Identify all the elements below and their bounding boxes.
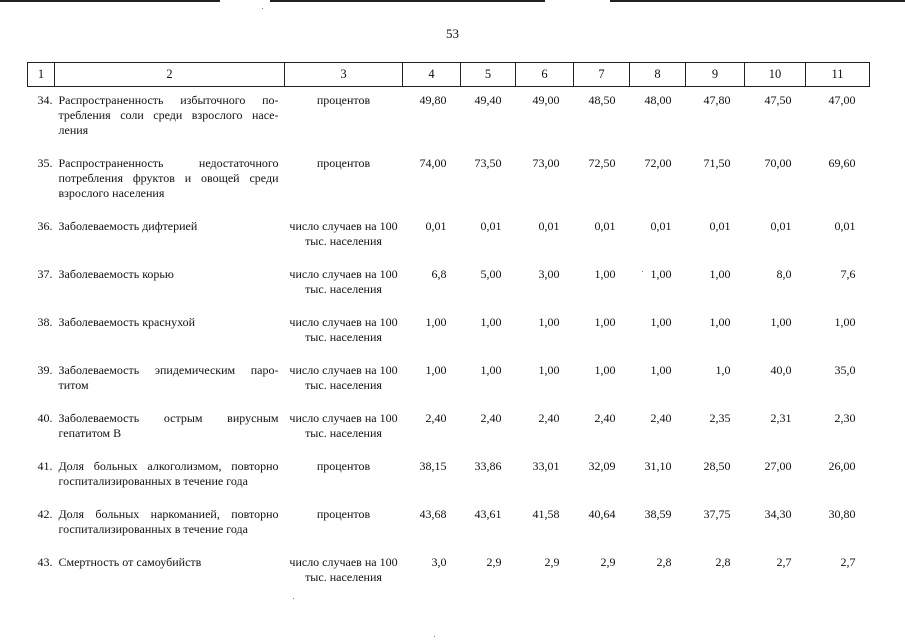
column-header: 8	[630, 63, 686, 87]
value-cell: 34,30	[764, 507, 792, 521]
value-cell: 2,40	[650, 411, 672, 425]
value-cell: 2,31	[770, 411, 792, 425]
value-cell: 47,00	[828, 93, 856, 107]
value-cell: 1,00	[709, 315, 731, 329]
value-cell: 48,50	[588, 93, 616, 107]
value-cell: 2,7	[840, 555, 856, 569]
value-cell: 1,00	[650, 315, 672, 329]
value-cell: 43,61	[474, 507, 502, 521]
value-cell: 2,40	[538, 411, 560, 425]
table-header-row	[28, 63, 870, 87]
column-header: 9	[686, 63, 745, 87]
table-row	[28, 307, 870, 355]
row-number: 38.	[37, 315, 53, 329]
value-cell: 38,59	[644, 507, 672, 521]
column-header: 6	[516, 63, 574, 87]
value-cell: 26,00	[828, 459, 856, 473]
scan-speck	[642, 271, 643, 272]
table-row	[28, 148, 870, 211]
value-cell: 2,40	[594, 411, 616, 425]
value-cell: 35,0	[834, 363, 856, 377]
unit-cell: число случаев на 100 тыс. населения	[289, 315, 398, 344]
indicator-name: Распространенность избыточного по-требления соли среди взрослого насе-ления	[58, 93, 279, 137]
value-cell: 69,60	[828, 156, 856, 170]
value-cell: 2,9	[544, 555, 560, 569]
value-cell: 2,40	[480, 411, 502, 425]
value-cell: 1,00	[425, 363, 447, 377]
value-cell: 8,0	[776, 267, 792, 281]
value-cell: 0,01	[709, 219, 731, 233]
row-number: 40.	[37, 411, 53, 425]
column-header: 7	[574, 63, 630, 87]
unit-cell: число случаев на 100 тыс. населения	[289, 363, 398, 392]
value-cell: 1,00	[650, 267, 672, 281]
value-cell: 1,00	[650, 363, 672, 377]
scan-speck	[434, 636, 435, 637]
unit-cell: число случаев на 100 тыс. населения	[289, 411, 398, 440]
value-cell: 47,50	[764, 93, 792, 107]
value-cell: 33,86	[474, 459, 502, 473]
value-cell: 27,00	[764, 459, 792, 473]
top-border-right	[610, 0, 905, 2]
value-cell: 72,50	[588, 156, 616, 170]
value-cell: 1,00	[594, 315, 616, 329]
value-cell: 2,8	[715, 555, 731, 569]
value-cell: 41,58	[532, 507, 560, 521]
column-header: 10	[745, 63, 806, 87]
value-cell: 1,00	[480, 315, 502, 329]
value-cell: 1,00	[834, 315, 856, 329]
value-cell: 40,64	[588, 507, 616, 521]
table-row	[28, 87, 870, 149]
value-cell: 2,8	[656, 555, 672, 569]
page-number: 53	[446, 26, 459, 41]
value-cell: 2,9	[600, 555, 616, 569]
value-cell: 1,00	[770, 315, 792, 329]
row-number: 36.	[37, 219, 53, 233]
table-row	[28, 211, 870, 259]
value-cell: 2,30	[834, 411, 856, 425]
indicator-name: Распространенность недостаточного потребления фруктов и овощей среди взрослого населения	[58, 156, 279, 200]
value-cell: 38,15	[419, 459, 447, 473]
value-cell: 6,8	[431, 267, 447, 281]
value-cell: 0,01	[594, 219, 616, 233]
value-cell: 2,35	[709, 411, 731, 425]
row-number: 34.	[37, 93, 53, 107]
indicator-name: Заболеваемость дифтерией	[58, 219, 198, 233]
value-cell: 0,01	[650, 219, 672, 233]
value-cell: 1,00	[594, 267, 616, 281]
value-cell: 72,00	[644, 156, 672, 170]
row-number: 41.	[37, 459, 53, 473]
column-header: 2	[55, 63, 285, 87]
indicator-name: Доля больных алкоголизмом, повторно госпитализированных в течение года	[58, 459, 279, 488]
unit-cell: число случаев на 100 тыс. населения	[289, 555, 398, 584]
value-cell: 5,00	[480, 267, 502, 281]
value-cell: 2,40	[425, 411, 447, 425]
value-cell: 3,0	[431, 555, 447, 569]
table-row	[28, 403, 870, 451]
column-header: 4	[403, 63, 461, 87]
unit-cell: процентов	[316, 459, 371, 473]
value-cell: 3,00	[538, 267, 560, 281]
value-cell: 32,09	[588, 459, 616, 473]
value-cell: 30,80	[828, 507, 856, 521]
value-cell: 70,00	[764, 156, 792, 170]
value-cell: 0,01	[538, 219, 560, 233]
value-cell: 0,01	[425, 219, 447, 233]
row-number: 39.	[37, 363, 53, 377]
unit-cell: число случаев на 100 тыс. населения	[289, 219, 398, 248]
row-number: 37.	[37, 267, 53, 281]
indicators-table	[27, 62, 870, 595]
value-cell: 33,01	[532, 459, 560, 473]
value-cell: 1,00	[709, 267, 731, 281]
indicator-name: Доля больных наркоманией, повторно госпитализированных в течение года	[58, 507, 279, 536]
unit-cell: процентов	[316, 156, 371, 170]
column-header: 1	[28, 63, 55, 87]
table-row	[28, 355, 870, 403]
value-cell: 28,50	[703, 459, 731, 473]
value-cell: 7,6	[840, 267, 856, 281]
value-cell: 71,50	[703, 156, 731, 170]
value-cell: 73,00	[532, 156, 560, 170]
value-cell: 48,00	[644, 93, 672, 107]
table-row	[28, 451, 870, 499]
value-cell: 74,00	[419, 156, 447, 170]
value-cell: 1,00	[425, 315, 447, 329]
table-row	[28, 547, 870, 595]
value-cell: 1,00	[538, 315, 560, 329]
column-header: 5	[461, 63, 516, 87]
scan-speck	[262, 8, 263, 9]
value-cell: 1,00	[538, 363, 560, 377]
value-cell: 1,00	[480, 363, 502, 377]
row-number: 43.	[37, 555, 53, 569]
value-cell: 0,01	[770, 219, 792, 233]
value-cell: 49,80	[419, 93, 447, 107]
row-number: 42.	[37, 507, 53, 521]
indicator-name: Заболеваемость краснухой	[58, 315, 196, 329]
value-cell: 0,01	[834, 219, 856, 233]
unit-cell: число случаев на 100 тыс. населения	[289, 267, 398, 296]
value-cell: 1,0	[715, 363, 731, 377]
top-border-middle	[270, 0, 545, 2]
value-cell: 0,01	[480, 219, 502, 233]
column-header: 11	[806, 63, 870, 87]
row-number: 35.	[37, 156, 53, 170]
indicator-name: Смертность от самоубийств	[58, 555, 202, 569]
value-cell: 49,00	[532, 93, 560, 107]
indicator-name: Заболеваемость острым вирусным гепатитом В	[58, 411, 279, 440]
value-cell: 49,40	[474, 93, 502, 107]
value-cell: 47,80	[703, 93, 731, 107]
indicator-name: Заболеваемость корью	[58, 267, 174, 281]
value-cell: 40,0	[770, 363, 792, 377]
value-cell: 2,7	[776, 555, 792, 569]
unit-cell: процентов	[316, 507, 371, 521]
top-border-left	[0, 0, 220, 2]
value-cell: 2,9	[486, 555, 502, 569]
value-cell: 43,68	[419, 507, 447, 521]
value-cell: 31,10	[644, 459, 672, 473]
column-header: 3	[285, 63, 403, 87]
scan-speck	[293, 598, 294, 599]
table-row	[28, 259, 870, 307]
value-cell: 37,75	[703, 507, 731, 521]
table-row	[28, 499, 870, 547]
value-cell: 1,00	[594, 363, 616, 377]
unit-cell: процентов	[316, 93, 371, 107]
value-cell: 73,50	[474, 156, 502, 170]
indicator-name: Заболеваемость эпидемическим паро-титом	[58, 363, 279, 392]
